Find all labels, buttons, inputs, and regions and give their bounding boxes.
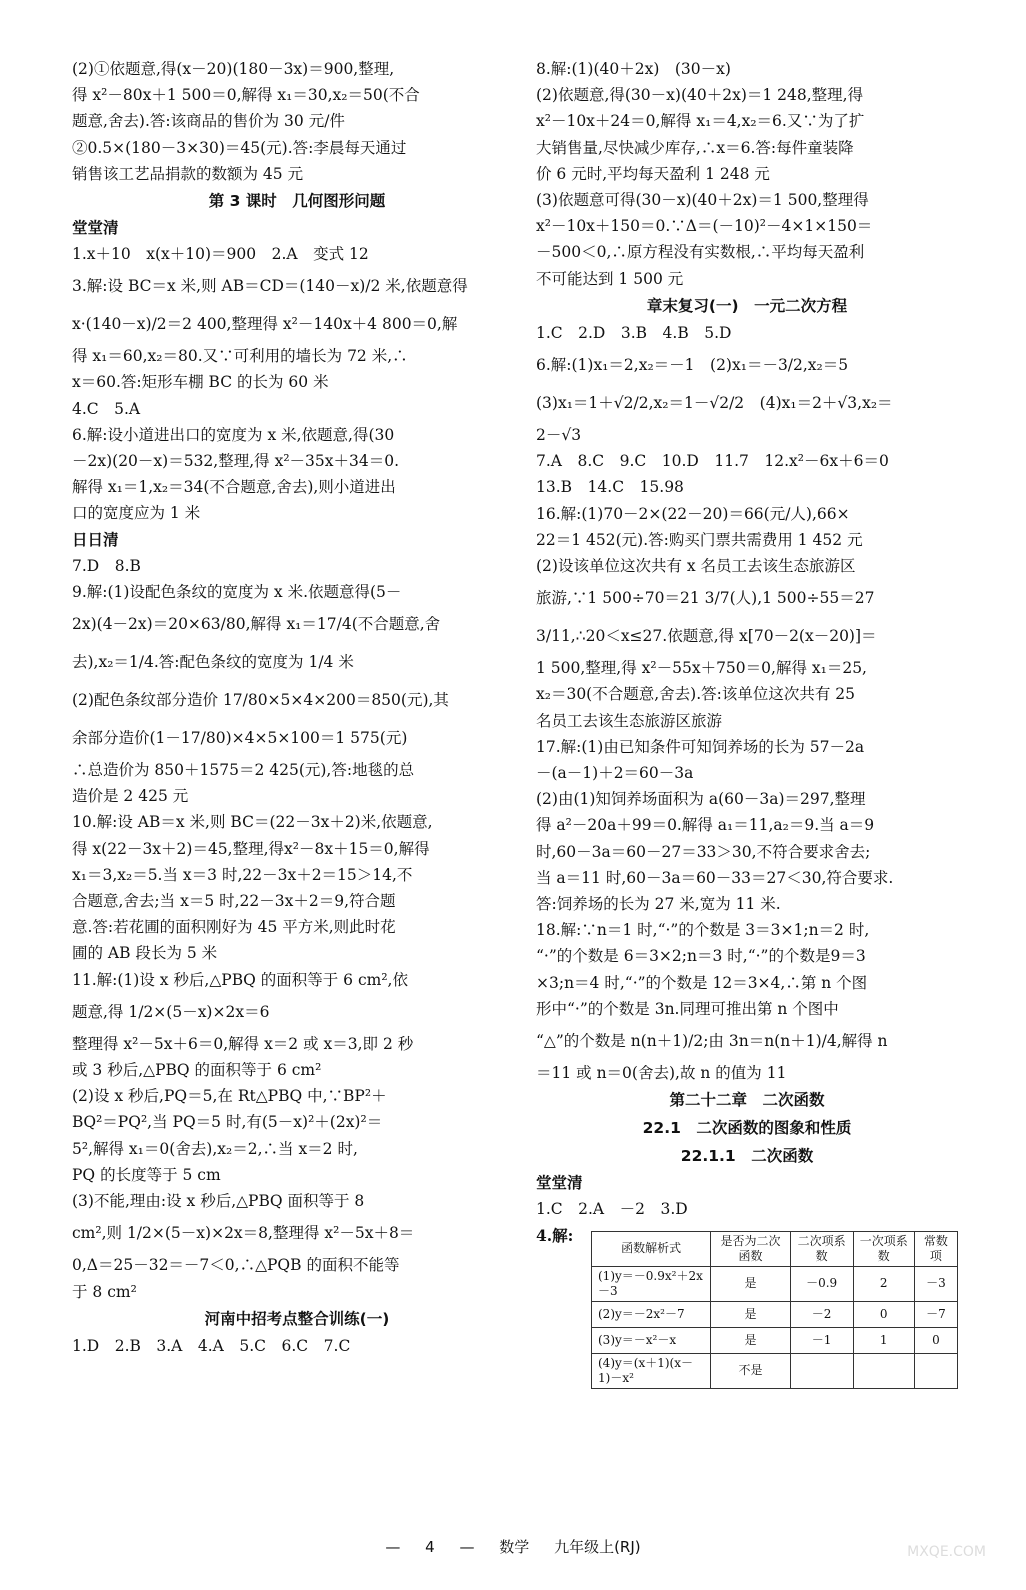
text-line: 0,Δ＝25－32＝－7＜0,∴△PQB 的面积不能等: [72, 1256, 400, 1275]
page-dash-right: —: [459, 1538, 475, 1556]
text-line: 圃的 AB 段长为 5 米: [72, 944, 218, 963]
table-header-cell: 是否为二次函数: [711, 1231, 790, 1266]
text-line: 去),x₂＝1/4.答:配色条纹的宽度为 1/4 米: [72, 653, 354, 672]
text-line: －500＜0,∴原方程没有实数根,∴平均每天盈利: [536, 243, 865, 262]
text-line: (2)依题意,得(30－x)(40＋2x)＝1 248,整理,得: [536, 86, 864, 105]
text-line: 形中“·”的个数是 3n.同理可推出第 n 个图中: [536, 999, 839, 1018]
section-heading: 22.1 二次函数的图象和性质: [642, 1119, 852, 1138]
text-line: 得 x²－80x＋1 500＝0,解得 x₁＝30,x₂＝50(不合: [72, 86, 420, 105]
text-line: 当 a＝11 时,60－3a＝60－33＝27＜30,符合要求.: [536, 868, 894, 887]
table-cell: －1: [790, 1327, 853, 1353]
text-line: x²－10x＋24＝0,解得 x₁＝4,x₂＝6.又∵为了扩: [536, 112, 865, 131]
text-line: 整理得 x²－5x＋6＝0,解得 x＝2 或 x＝3,即 2 秒: [72, 1034, 414, 1053]
table-header-cell: 二次项系数: [790, 1231, 853, 1266]
table-row: [592, 1353, 958, 1388]
text-line: x²－10x＋150＝0.∵Δ＝(－10)²－4×1×150＝: [536, 217, 873, 236]
watermark: MXQE.COM: [907, 1544, 986, 1560]
right-column: [536, 56, 958, 1389]
table-cell: 0: [914, 1327, 957, 1353]
text-line: 2－√3: [536, 426, 582, 445]
text-line: 旅游,∵1 500÷70＝21 3/7(人),1 500÷55＝27: [536, 589, 875, 608]
text-line: ∴总造价为 850＋1575＝2 425(元),答:地毯的总: [72, 761, 415, 780]
table-cell: 0: [853, 1301, 914, 1327]
text-line: 1.D 2.B 3.A 4.A 5.C 6.C 7.C: [72, 1336, 351, 1355]
grade-label: 九年级上(RJ): [554, 1538, 641, 1556]
text-line: 1 500,整理,得 x²－55x＋750＝0,解得 x₁＝25,: [536, 659, 867, 678]
table-cell: (1)y＝－0.9x²＋2x－3: [592, 1266, 711, 1301]
page-dash-left: —: [385, 1538, 401, 1556]
table-cell: [914, 1353, 957, 1388]
text-line: (2)①依题意,得(x－20)(180－3x)＝900,整理,: [72, 60, 395, 78]
table-cell: －3: [914, 1266, 957, 1301]
table-row: [592, 1301, 958, 1327]
text-line: 价 6 元时,平均每天盈利 1 248 元: [536, 164, 770, 183]
subsection-label: 堂堂清: [72, 219, 119, 238]
text-line: 11.解:(1)设 x 秒后,△PBQ 的面积等于 6 cm²,依: [72, 970, 408, 989]
table-cell: 是: [711, 1301, 790, 1327]
text-line: (2)由(1)知饲养场面积为 a(60－3a)＝297,整理: [536, 790, 866, 809]
right-lines: [536, 56, 958, 1223]
text-line: ＝11 或 n＝0(舍去),故 n 的值为 11: [536, 1064, 787, 1083]
text-line: 2x)(4－2x)＝20×63/80,解得 x₁＝17/4(不合题意,舍: [72, 615, 441, 634]
text-line: 13.B 14.C 15.98: [536, 478, 684, 497]
text-line: 意.答:若花圃的面积刚好为 45 平方米,则此时花: [72, 918, 396, 937]
page-number: 4: [425, 1538, 435, 1556]
text-line: 4.C 5.A: [72, 399, 141, 418]
text-line: x＝60.答:矩形车棚 BC 的长为 60 米: [72, 373, 329, 392]
table-cell: －7: [914, 1301, 957, 1327]
text-line: BQ²＝PQ²,当 PQ＝5 时,有(5－x)²＋(2x)²＝: [72, 1113, 383, 1132]
text-line: 6.解:设小道进出口的宽度为 x 米,依题意,得(30: [72, 425, 395, 444]
table-cell: 1: [853, 1327, 914, 1353]
table-cell: (3)y＝－x²－x: [592, 1327, 711, 1353]
text-line: x₁＝3,x₂＝5.当 x＝3 时,22－3x＋2＝15＞14,不: [72, 865, 413, 884]
section-heading: 章末复习(一) 一元二次方程: [646, 296, 848, 315]
text-line: 销售该工艺品捐款的数额为 45 元: [72, 164, 304, 183]
section-heading: 河南中招考点整合训练(一): [204, 1309, 390, 1328]
table-header-cell: 函数解析式: [592, 1231, 711, 1266]
text-line: 名员工去该生态旅游区旅游: [536, 711, 723, 730]
text-line: －2x)(20－x)＝532,整理,得 x²－35x＋34＝0.: [72, 452, 400, 471]
text-line: 时,60－3a＝60－27＝33＞30,不符合要求舍去;: [536, 842, 871, 861]
text-line: －(a－1)＋2＝60－3a: [536, 764, 694, 783]
text-line: (3)依题意可得(30－x)(40＋2x)＝1 500,整理得: [536, 191, 869, 210]
text-line: 不可能达到 1 500 元: [536, 269, 684, 288]
text-line: ×3;n＝4 时,“·”的个数是 12＝3×4,∴第 n 个图: [536, 973, 868, 992]
text-line: 8.解:(1)(40＋2x) (30－x): [536, 60, 731, 78]
section-heading: 22.1.1 二次函数: [680, 1147, 814, 1166]
text-line: (3)x₁＝1＋√2/2,x₂＝1－√2/2 (4)x₁＝2＋√3,x₂＝: [536, 394, 893, 413]
text-line: 7.A 8.C 9.C 10.D 11.7 12.x²－6x＋6＝0: [536, 452, 889, 471]
text-line: 或 3 秒后,△PBQ 的面积等于 6 cm²: [72, 1061, 322, 1080]
text-line: x·(140－x)/2＝2 400,整理得 x²－140x＋4 800＝0,解: [72, 315, 458, 334]
text-line: (2)设该单位这次共有 x 名员工去该生态旅游区: [536, 557, 856, 576]
text-line: “·”的个数是 6＝3×2;n＝3 时,“·”的个数是9＝3: [536, 947, 866, 966]
text-line: 得 x(22－3x＋2)＝45,整理,得x²－8x＋15＝0,解得: [72, 839, 430, 858]
subsection-label: 堂堂清: [536, 1174, 583, 1193]
text-line: 7.D 8.B: [72, 556, 141, 575]
subject-label: 数学: [499, 1538, 530, 1556]
table-row: [592, 1266, 958, 1301]
text-line: 余部分造价(1－17/80)×4×5×100＝1 575(元): [72, 729, 408, 748]
text-line: cm²,则 1/2×(5－x)×2x＝8,整理得 x²－5x＋8＝: [72, 1224, 415, 1243]
table-cell: －2: [790, 1301, 853, 1327]
section-heading: 第 3 课时 几何图形问题: [208, 192, 386, 211]
table-body: [592, 1266, 958, 1388]
table-cell: －0.9: [790, 1266, 853, 1301]
text-line: “△”的个数是 n(n＋1)/2;由 3n＝n(n＋1)/4,解得 n: [536, 1032, 888, 1051]
text-line: 16.解:(1)70－2×(22－20)＝66(元/人),66×: [536, 504, 850, 523]
text-line: (3)不能,理由:设 x 秒后,△PBQ 面积等于 8: [72, 1192, 365, 1211]
table-row: [592, 1327, 958, 1353]
text-line: 得 a²－20a＋99＝0.解得 a₁＝11,a₂＝9.当 a＝9: [536, 816, 875, 835]
table-cell: (4)y＝(x＋1)(x－1)－x²: [592, 1353, 711, 1388]
table-cell: (2)y＝－2x²－7: [592, 1301, 711, 1327]
text-line: 口的宽度应为 1 米: [72, 504, 201, 523]
table-header-row: [592, 1231, 958, 1266]
text-line: 18.解:∵n＝1 时,“·”的个数是 3＝3×1;n＝2 时,: [536, 921, 870, 940]
table-label: 4.解:: [536, 1225, 574, 1245]
text-line: 题意,舍去).答:该商品的售价为 30 元/件: [72, 112, 345, 131]
page-footer: [0, 1536, 1026, 1557]
text-line: 5²,解得 x₁＝0(舍去),x₂＝2,∴当 x＝2 时,: [72, 1139, 358, 1158]
text-line: 得 x₁＝60,x₂＝80.又∵可利用的墙长为 72 米,∴: [72, 347, 408, 366]
text-line: 于 8 cm²: [72, 1282, 137, 1301]
table-cell: 不是: [711, 1353, 790, 1388]
function-table: [591, 1231, 958, 1389]
text-line: 22＝1 452(元).答:购买门票共需费用 1 452 元: [536, 530, 863, 549]
text-line: 3/11,∴20＜x≤27.依题意,得 x[70－2(x－20)]＝: [536, 627, 877, 646]
text-line: 17.解:(1)由已知条件可知饲养场的长为 57－2a: [536, 737, 865, 756]
table-header-cell: 一次项系数: [853, 1231, 914, 1266]
table-cell: [790, 1353, 853, 1388]
table-cell: 是: [711, 1327, 790, 1353]
table-header-cell: 常数项: [914, 1231, 957, 1266]
text-line: 解得 x₁＝1,x₂＝34(不合题意,舍去),则小道进出: [72, 478, 396, 497]
text-line: 3.解:设 BC＝x 米,则 AB＝CD＝(140－x)/2 米,依题意得: [72, 277, 468, 296]
text-line: 9.解:(1)设配色条纹的宽度为 x 米.依题意得(5－: [72, 582, 402, 601]
section-heading: 第二十二章 二次函数: [669, 1091, 825, 1110]
text-line: PQ 的长度等于 5 cm: [72, 1165, 221, 1184]
text-line: 1.x＋10 x(x＋10)＝900 2.A 变式 12: [72, 245, 369, 264]
text-line: 1.C 2.D 3.B 4.B 5.D: [536, 323, 732, 342]
table-cell: [853, 1353, 914, 1388]
text-line: 答:饲养场的长为 27 米,宽为 11 米.: [536, 895, 781, 914]
text-line: 大销售量,尽快减少库存,∴x＝6.答:每件童装降: [536, 138, 854, 157]
text-line: 造价是 2 425 元: [72, 787, 189, 806]
text-line: 题意,得 1/2×(5－x)×2x＝6: [72, 1002, 270, 1021]
text-line: 1.C 2.A －2 3.D: [536, 1200, 688, 1219]
text-line: 6.解:(1)x₁＝2,x₂＝－1 (2)x₁＝－3/2,x₂＝5: [536, 356, 849, 375]
text-line: 10.解:设 AB＝x 米,则 BC＝(22－3x＋2)米,依题意,: [72, 813, 433, 832]
subsection-label: 日日清: [72, 530, 119, 549]
left-column: [72, 56, 522, 1359]
text-line: ②0.5×(180－3×30)＝45(元).答:李晨每天通过: [72, 138, 407, 157]
table-cell: 2: [853, 1266, 914, 1301]
text-line: x₂＝30(不合题意,舍去).答:该单位这次共有 25: [536, 685, 855, 704]
text-line: (2)设 x 秒后,PQ＝5,在 Rt△PBQ 中,∵BP²＋: [72, 1087, 387, 1106]
text-line: (2)配色条纹部分造价 17/80×5×4×200＝850(元),其: [72, 691, 449, 710]
function-table-block: [536, 1223, 958, 1389]
table-cell: 是: [711, 1266, 790, 1301]
text-line: 合题意,舍去;当 x＝5 时,22－3x＋2＝9,符合题: [72, 892, 396, 911]
